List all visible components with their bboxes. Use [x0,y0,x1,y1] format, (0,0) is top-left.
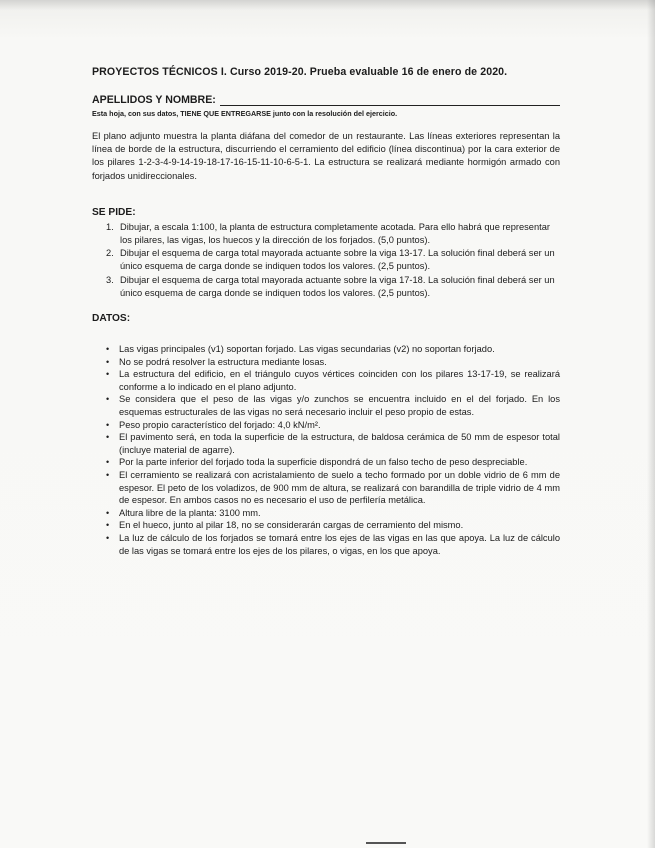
item-text: La estructura del edificio, en el triángulo cuyos vértices coinciden con los pilares 13-17-19, se realizará conforme a lo indicado en el plano adjunto. [119,369,560,392]
list-item [106,507,560,520]
list-item [106,356,560,369]
list-item [106,274,560,300]
scan-top-shadow [0,0,655,10]
item-text: Las vigas principales (v1) soportan forjado. Las vigas secundarias (v2) no soportan forjado. [119,344,495,355]
bullet-icon: • [106,344,110,355]
submission-note: Esta hoja, con sus datos, TIENE QUE ENTREGARSE junto con la resolución del ejercicio. [92,109,398,118]
item-text: Se considera que el peso de las vigas y/o zunchos se encuentra incluido en el del forjado. En los esquemas estructurales de las vigas no será necesario incluir el peso propio de estas. [119,394,560,417]
list-item [106,431,560,456]
item-number: 2. [106,248,114,259]
list-item [106,419,560,432]
list-item [106,247,560,273]
scan-edge-shadow [647,0,655,848]
item-text: No se podrá resolver la estructura mediante losas. [119,356,327,367]
bullet-icon: • [106,419,110,430]
document-content [92,66,560,557]
list-item [106,221,560,247]
item-text: La luz de cálculo de los forjados se tomará entre los ejes de las vigas en las que apoya. La luz de cálculo de las vigas se tomará entre los ejes de los pilares, o vigas, en los que apoya. [119,532,560,556]
list-item [106,469,560,507]
list-item [106,532,560,557]
bullet-icon: • [106,457,110,468]
item-text: Altura libre de la planta: 3100 mm. [119,507,261,518]
list-item [106,393,560,418]
list-item [106,519,560,532]
name-input-line[interactable] [220,95,560,106]
bullet-icon: • [106,369,110,380]
item-text: En el hueco, junto al pilar 18, no se considerarán cargas de cerramiento del mismo. [119,520,464,531]
item-number: 3. [106,274,114,285]
item-number: 1. [106,221,114,232]
bullet-icon: • [106,520,110,531]
bullet-icon: • [106,469,110,480]
list-item [106,368,560,393]
bullet-icon: • [106,356,110,367]
se-pide-heading: SE PIDE: [92,206,136,218]
item-text: Dibujar, a escala 1:100, la planta de estructura completamente acotada. Para ello habrá que representar los pilares, las vigas, los huecos y la dirección de los forjados. (5,0 puntos). [120,221,550,246]
item-text: Dibujar el esquema de carga total mayorada actuante sobre la viga 17-18. La solución final deberá ser un único esquema de carga donde se indiquen todos los valores. (2,5 puntos). [120,274,555,298]
bullet-icon: • [106,432,110,443]
list-item [106,343,560,356]
list-item [106,456,560,469]
item-text: Por la parte inferior del forjado toda la superficie dispondrá de un falso techo de peso despreciable. [119,457,528,468]
intro-paragraph: El plano adjunto muestra la planta diáfana del comedor de un restaurante. Las líneas exteriores representan la línea de borde de la estructura, discurriendo el cerramiento del edificio (línea discontinua) por la cara exterior de los pilares 1-2-3-4-9-14-19-18-17-16-15-11-10-6-5-1. La estructura se realizará mediante hormigón armado con forjados unidireccionales. [92,131,560,181]
item-text: Peso propio característico del forjado: 4,0 kN/m². [119,419,321,430]
name-label: APELLIDOS Y NOMBRE: [92,94,216,106]
page-title: PROYECTOS TÉCNICOS I. Curso 2019-20. Prueba evaluable 16 de enero de 2020. [92,66,508,78]
item-text: El cerramiento se realizará con acristalamiento de suelo a techo formado por un doble vidrio de 6 mm de espesor. El peto de los voladizos, de 900 mm de altura, se realizará con barandilla de triple vidrio de 4 mm de espesor. En ambos casos no es necesario el uso de perfilería metálica. [119,469,560,506]
datos-heading: DATOS: [92,313,131,325]
item-text: El pavimento será, en toda la superficie de la estructura, de baldosa cerámica de 50 mm de espesor total (incluye material de agarre). [119,432,560,455]
se-pide-list [106,221,560,300]
item-text: Dibujar el esquema de carga total mayorada actuante sobre la viga 13-17. La solución final deberá ser un único esquema de carga donde se indiquen todos los valores. (2,5 puntos). [120,248,555,272]
bullet-icon: • [106,394,110,405]
datos-list [106,343,560,557]
bullet-icon: • [106,532,110,543]
scan-footer-mark [366,842,406,844]
name-field-row [92,94,560,106]
bullet-icon: • [106,507,110,518]
